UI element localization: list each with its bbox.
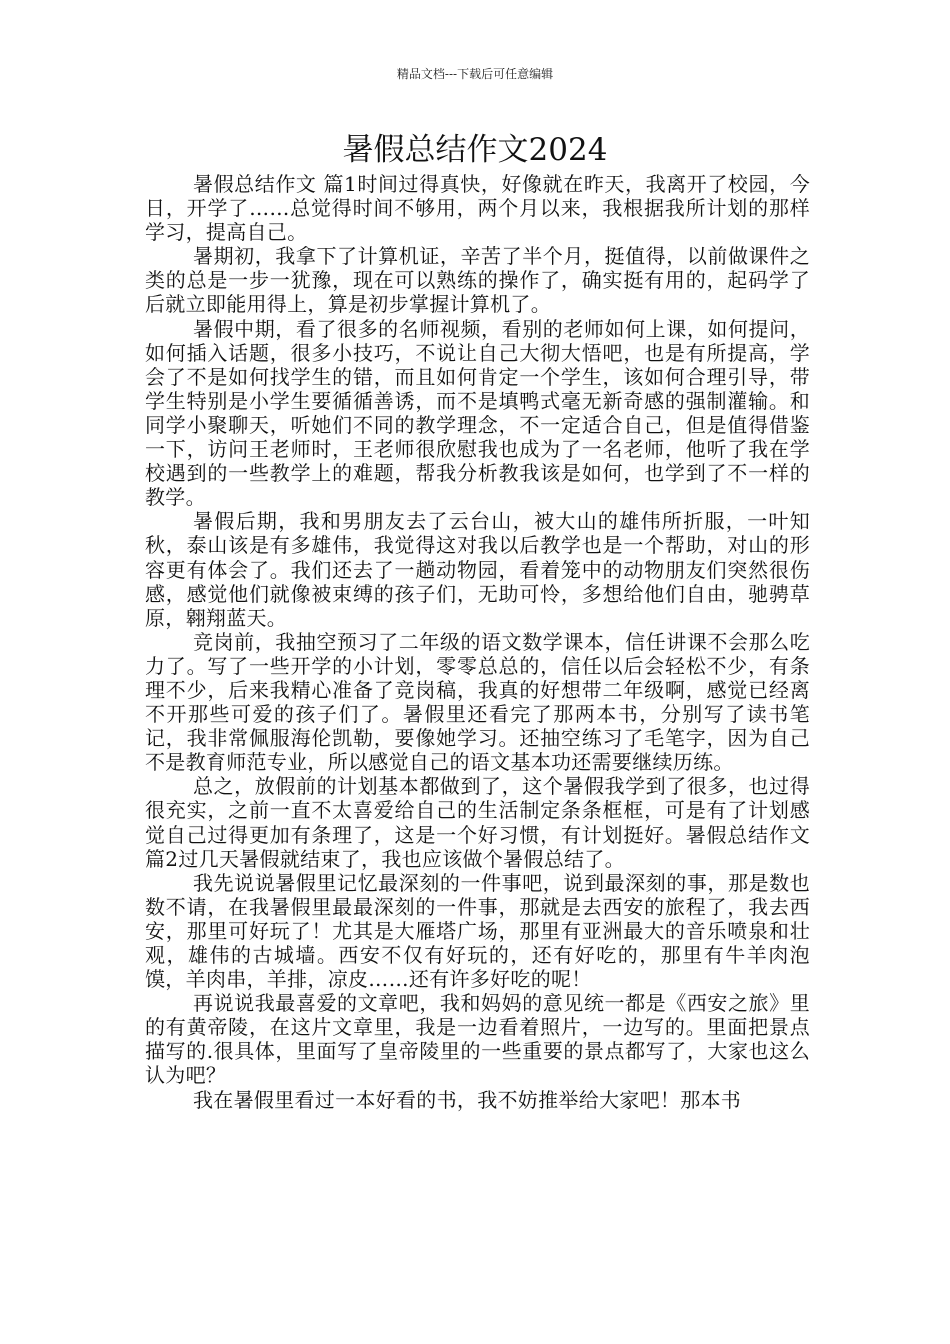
header-note: 精品文档---下载后可任意编辑 xyxy=(396,67,554,81)
paragraph-2: 暑期初，我拿下了计算机证，辛苦了半个月，挺值得，以前做课件之类的总是一步一犹豫，现在可以熟练的操作了，确实挺有用的，起码学了后就立即能用得上，算是初步掌握计算机了。 xyxy=(145,244,810,317)
paragraph-8: 再说说我最喜爱的文章吧，我和妈妈的意见统一都是《西安之旅》里的有黄帝陵，在这片文章里，我是一边看着照片，一边写的。里面把景点描写的.很具体，里面写了皇帝陵里的一些重要的景点都写了，大家也这么认为吧？ xyxy=(145,991,810,1088)
paragraph-6: 总之，放假前的计划基本都做到了，这个暑假我学到了很多，也过得很充实，之前一直不太喜爱给自己的生活制定条条框框，可是有了计划感觉自己过得更加有条理了，这是一个好习惯，有计划挺好。暑假总结作文 篇2过几天暑假就结束了，我也应该做个暑假总结了。 xyxy=(145,774,810,871)
paragraph-1: 暑假总结作文 篇1时间过得真快，好像就在昨天，我离开了校园，今日，开学了……总觉得时间不够用，两个月以来，我根据我所计划的那样学习，提高自己。 xyxy=(145,172,810,245)
paragraph-9: 我在暑假里看过一本好看的书，我不妨推举给大家吧！那本书 xyxy=(193,1087,742,1112)
paragraph-7: 我先说说暑假里记忆最深刻的一件事吧，说到最深刻的事，那是数也数不请，在我暑假里最最深刻的一件事，那就是去西安的旅程了，我去西安，那里可好玩了！尤其是大雁塔广场，那里有亚洲最大的音乐喷泉和壮观，雄伟的古城墙。西安不仅有好玩的，还有好吃的，那里有牛羊肉泡馍，羊肉串，羊排，凉皮……还有许多好吃的呢！ xyxy=(145,870,810,992)
paragraph-5: 竞岗前，我抽空预习了二年级的语文数学课本，信任讲课不会那么吃力了。写了一些开学的小计划，零零总总的，信任以后会轻松不少，有条理不少，后来我精心准备了竞岗稿，我真的好想带二年级啊，感觉已经离不开那些可爱的孩子们了。暑假里还看完了那两本书，分别写了读书笔记，我非常佩服海伦凯勒，要像她学习。还抽空练习了毛笔字，因为自己不是教育师范专业，所以感觉自己的语文基本功还需要继续历练。 xyxy=(145,629,810,775)
document-body xyxy=(145,172,810,1112)
paragraph-3: 暑假中期，看了很多的名师视频，看别的老师如何上课，如何提问，如何插入话题，很多小技巧，不说让自己大彻大悟吧，也是有所提高，学会了不是如何找学生的错，而且如何肯定一个学生，该如何合理引导，带学生特别是小学生要循循善诱，而不是填鸭式毫无新奇感的强制灌输。和同学小聚聊天，听她们不同的教学理念，不一定适合自己，但是值得借鉴一下，访问王老师时，王老师很欣慰我也成为了一名老师，他听了我在学校遇到的一些教学上的难题，帮我分析教我该是如何，也学到了不一样的教学。 xyxy=(145,316,810,510)
page-title: 暑假总结作文2024 xyxy=(342,132,608,168)
paragraph-4: 暑假后期，我和男朋友去了云台山，被大山的雄伟所折服，一叶知秋，泰山该是有多雄伟，我觉得这对我以后教学也是一个帮助，对山的形容更有体会了。我们还去了一趟动物园，看着笼中的动物朋友们突然很伤感，感觉他们就像被束缚的孩子们，无助可怜，多想给他们自由，驰骋草原，翱翔蓝天。 xyxy=(145,509,810,630)
